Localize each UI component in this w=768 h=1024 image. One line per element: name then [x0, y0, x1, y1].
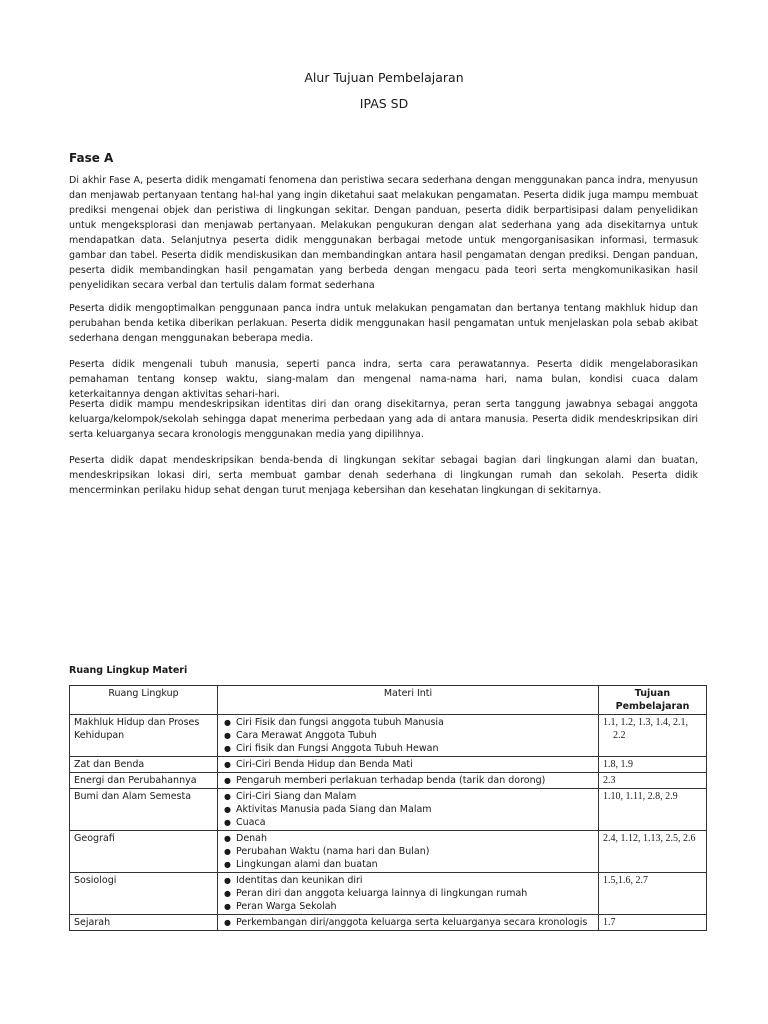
- tujuan-pembelajaran-cell: 1.1, 1.2, 1.3, 1.4, 2.1, 2.2: [599, 715, 707, 757]
- table-row: [70, 715, 707, 757]
- table-row: [70, 831, 707, 873]
- list-item: ● Identitas dan keunikan diri: [222, 874, 594, 887]
- paragraph: Peserta didik mengoptimalkan penggunaan panca indra untuk melakukan pengamatan dan bertanya tentang makhluk hidup dan perubahan benda ketika diberikan perlakuan. Peserta didik menggunakan hasil pengamatan untuk menjelaskan pola sebab akibat sederhana dengan menggunakan beberapa media.: [69, 303, 698, 344]
- list-item: ● Perkembangan diri/anggota keluarga serta keluarganya secara kronologis: [222, 916, 594, 929]
- list-item: ● Denah: [222, 832, 594, 845]
- table-header-row: [70, 686, 707, 715]
- document-title: Alur Tujuan Pembelajaran: [304, 70, 464, 85]
- list-item: ● Perubahan Waktu (nama hari dan Bulan): [222, 845, 594, 858]
- section-heading-ruang-lingkup: Ruang Lingkup Materi: [69, 665, 188, 676]
- paragraph: Peserta didik mampu mendeskripsikan identitas diri dan orang disekitarnya, peran serta tanggung jawabnya sebagai anggota keluarga/kelompok/sekolah sehingga dapat menerima perbedaan yang ada di antara manusia. Peserta didik mendeskripsikan diri serta keluarganya secara kronologis menggunakan media yang dipilihnya.: [69, 399, 698, 440]
- materi-list: [222, 916, 594, 929]
- table-row: [70, 915, 707, 931]
- list-item: ● Cuaca: [222, 816, 594, 829]
- list-item: ● Cara Merawat Anggota Tubuh: [222, 729, 594, 742]
- materi-inti-cell: [218, 773, 599, 789]
- materi-inti-cell: [218, 915, 599, 931]
- tujuan-pembelajaran-cell: 1.5,1.6, 2.7: [599, 873, 707, 915]
- column-header-tujuan-pembelajaran: Tujuan Pembelajaran: [599, 686, 707, 715]
- materi-inti-cell: [218, 831, 599, 873]
- list-item: ● Ciri-Ciri Benda Hidup dan Benda Mati: [222, 758, 594, 771]
- column-header-materi-inti: Materi Inti: [218, 686, 599, 715]
- list-item: ● Aktivitas Manusia pada Siang dan Malam: [222, 803, 594, 816]
- table-row: [70, 773, 707, 789]
- document-subtitle: IPAS SD: [359, 96, 409, 111]
- ruang-lingkup-cell: Sosiologi: [70, 873, 218, 915]
- paragraph: Peserta didik mengenali tubuh manusia, seperti panca indra, serta cara perawatannya. Peserta didik mengelaborasikan pemahaman tentang konsep waktu, siang-malam dan mengenal nama-nama hari, nama bulan, kondisi cuaca dalam keterkaitannya dengan aktivitas sehari-hari.: [69, 359, 698, 400]
- materi-inti-cell: [218, 757, 599, 773]
- materi-list: [222, 832, 594, 871]
- ruang-lingkup-cell: Energi dan Perubahannya: [70, 773, 218, 789]
- list-item: ● Peran Warga Sekolah: [222, 900, 594, 913]
- materi-inti-cell: [218, 715, 599, 757]
- list-item: ● Lingkungan alami dan buatan: [222, 858, 594, 871]
- ruang-lingkup-cell: Sejarah: [70, 915, 218, 931]
- tujuan-pembelajaran-cell: 1.8, 1.9: [599, 757, 707, 773]
- column-header-ruang-lingkup: Ruang Lingkup: [70, 686, 218, 715]
- ruang-lingkup-table: [69, 685, 707, 931]
- ruang-lingkup-cell: Bumi dan Alam Semesta: [70, 789, 218, 831]
- fase-heading: Fase A: [69, 151, 114, 165]
- ruang-lingkup-cell: Makhluk Hidup dan Proses Kehidupan: [70, 715, 218, 757]
- materi-inti-cell: [218, 873, 599, 915]
- ruang-lingkup-cell: Geografi: [70, 831, 218, 873]
- paragraph: Peserta didik dapat mendeskripsikan benda-benda di lingkungan sekitar sebagai bagian dari lingkungan alami dan buatan, mendeskripsikan lokasi diri, serta membuat gambar denah sederhana di lingkungan rumah dan sekolah. Peserta didik mencerminkan perilaku hidup sehat dengan turut menjaga kebersihan dan kesehatan lingkungan di sekitarnya.: [69, 455, 698, 496]
- list-item: ● Pengaruh memberi perlakuan terhadap benda (tarik dan dorong): [222, 774, 594, 787]
- materi-list: [222, 774, 594, 787]
- tujuan-pembelajaran-cell: 1.7: [599, 915, 707, 931]
- materi-list: [222, 790, 594, 829]
- table-row: [70, 757, 707, 773]
- list-item: ● Ciri fisik dan Fungsi Anggota Tubuh Hewan: [222, 742, 594, 755]
- tujuan-pembelajaran-cell: 2.3: [599, 773, 707, 789]
- materi-list: [222, 874, 594, 913]
- ruang-lingkup-cell: Zat dan Benda: [70, 757, 218, 773]
- list-item: ● Ciri Fisik dan fungsi anggota tubuh Manusia: [222, 716, 594, 729]
- tujuan-pembelajaran-cell: 2.4, 1.12, 1.13, 2.5, 2.6: [599, 831, 707, 873]
- materi-inti-cell: [218, 789, 599, 831]
- tujuan-pembelajaran-cell: 1.10, 1.11, 2.8, 2.9: [599, 789, 707, 831]
- materi-list: [222, 716, 594, 755]
- list-item: ● Ciri-Ciri Siang dan Malam: [222, 790, 594, 803]
- table-row: [70, 873, 707, 915]
- list-item: ● Peran diri dan anggota keluarga lainnya di lingkungan rumah: [222, 887, 594, 900]
- paragraph: Di akhir Fase A, peserta didik mengamati fenomena dan peristiwa secara sederhana dengan menggunakan panca indra, menyusun dan menjawab pertanyaan tentang hal-hal yang ingin diketahui saat melakukan pengamatan. Peserta didik juga mampu membuat prediksi mengenai objek dan peristiwa di lingkungan sekitar. Dengan panduan, peserta didik berpartisipasi dalam penyelidikan untuk mengeksplorasi dan menjawab pertanyaan. Melakukan pengukuran dengan alat sederhana yang ada disekitarnya untuk mendapatkan data. Selanjutnya peserta didik menggunakan berbagai metode untuk mengorganisasikan informasi, termasuk gambar dan tabel. Peserta didik mendiskusikan dan membandingkan antara hasil pengamatan dengan prediksi. Dengan panduan, peserta didik membandingkan hasil pengamatan yang berbeda dengan mengacu pada teori serta mengkomunikasikan hasil penyelidikan secara verbal dan tertulis dalam format sederhana: [69, 175, 698, 291]
- materi-list: [222, 758, 594, 771]
- table-row: [70, 789, 707, 831]
